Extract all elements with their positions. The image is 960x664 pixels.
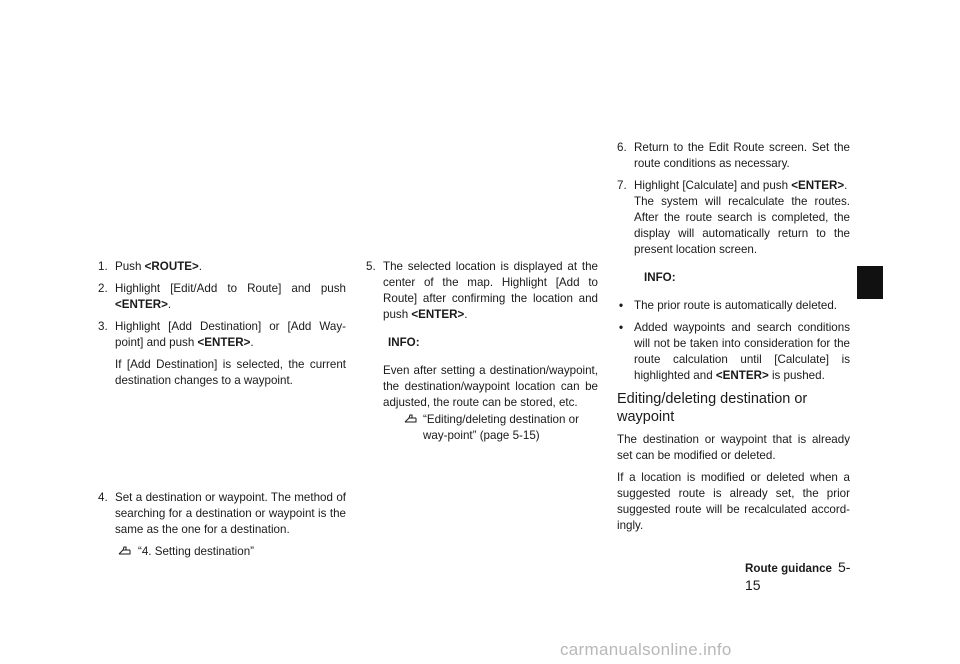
cross-reference[interactable] bbox=[98, 544, 346, 560]
key-enter: <ENTER> bbox=[115, 298, 168, 311]
column-1 bbox=[98, 259, 346, 395]
step-number: 6. bbox=[617, 141, 627, 154]
reference-text: “4. Setting destination” bbox=[138, 545, 255, 558]
page-number: 5-15 bbox=[745, 559, 851, 593]
cross-reference[interactable] bbox=[366, 412, 598, 444]
step-number: 2. bbox=[98, 282, 108, 295]
bullet-item: • The prior route is automatically deleted. bbox=[619, 299, 837, 312]
section-name: Route guidance bbox=[745, 562, 832, 575]
step-text: Highlight [Calculate] and push bbox=[634, 179, 792, 192]
step-number: 4. bbox=[98, 491, 108, 504]
step-text: Push bbox=[115, 260, 145, 273]
bullet-icon: • bbox=[619, 299, 624, 312]
section-heading: Editing/deleting destination or waypoint bbox=[617, 391, 808, 425]
column-2 bbox=[366, 259, 598, 450]
key-enter: <ENTER> bbox=[197, 336, 251, 349]
key-route: <ROUTE> bbox=[144, 260, 199, 273]
step-text: The selected location is displayed at the center of the map. Highlight [Add to Route] after confirming the location and push bbox=[383, 260, 598, 321]
key-enter: <ENTER> bbox=[715, 369, 769, 382]
key-enter: <ENTER> bbox=[411, 308, 465, 321]
chapter-tab bbox=[857, 266, 883, 299]
info-label: INFO: bbox=[388, 336, 420, 349]
step-number: 1. bbox=[98, 260, 108, 273]
step-1: 1. Push <ROUTE>. bbox=[98, 260, 203, 273]
page-footer bbox=[745, 559, 855, 595]
step-3: 3. Highlight [Add Destination] or [Add Way-point] and push <ENTER>. bbox=[98, 320, 346, 349]
pointing-hand-icon bbox=[118, 545, 134, 557]
step-text: Highlight [Add Destination] or [Add Way-point] and push bbox=[115, 320, 346, 349]
column-3 bbox=[617, 140, 850, 540]
step-text: Highlight [Edit/Add to Route] and push bbox=[115, 282, 346, 295]
paragraph: If a location is modified or deleted when a suggested route is already set, the prior suggested route will be recalculated accord-ingly. bbox=[617, 471, 850, 532]
step-number: 5. bbox=[366, 260, 376, 273]
step-7: 7. Highlight [Calculate] and push <ENTER>. bbox=[617, 179, 848, 192]
step-5: 5. The selected location is displayed at the center of the map. Highlight [Add to Route] after confirming the location and push <ENTER>. bbox=[366, 260, 598, 321]
key-enter: <ENTER> bbox=[791, 179, 845, 192]
step-7-detail: The system will recalculate the routes. After the route search is completed, the display will automatically return to the present location screen. bbox=[634, 195, 850, 256]
bullet-icon: • bbox=[619, 321, 624, 334]
column-1-lower bbox=[98, 490, 346, 566]
paragraph: The destination or waypoint that is already set can be modified or deleted. bbox=[617, 433, 850, 462]
step-3-note: If [Add Destination] is selected, the current destination changes to a waypoint. bbox=[115, 358, 346, 387]
step-number: 7. bbox=[617, 179, 627, 192]
step-2: 2. Highlight [Edit/Add to Route] and push <ENTER>. bbox=[98, 282, 346, 311]
step-text: Set a destination or waypoint. The method of searching for a destination or waypoint is the same as the one for a destination. bbox=[115, 491, 346, 536]
step-6 bbox=[617, 140, 850, 172]
reference-text: “Editing/deleting destination or way-point” (page 5-15) bbox=[423, 413, 579, 442]
pointing-hand-icon bbox=[404, 413, 420, 425]
step-number: 3. bbox=[98, 320, 108, 333]
step-text: Return to the Edit Route screen. Set the route conditions as necessary. bbox=[634, 141, 850, 170]
watermark: carmanualsonline.info bbox=[560, 640, 732, 659]
bullet-item: • Added waypoints and search conditions will not be taken into consideration for the route calculation until [Calculate] is highlighted and <ENTER> is pushed. bbox=[619, 321, 850, 382]
info-label: INFO: bbox=[644, 271, 676, 284]
step-4 bbox=[98, 490, 346, 538]
info-text: Even after setting a destination/waypoint, the destination/waypoint location can be adjusted, the route can be stored, etc. bbox=[383, 364, 598, 409]
